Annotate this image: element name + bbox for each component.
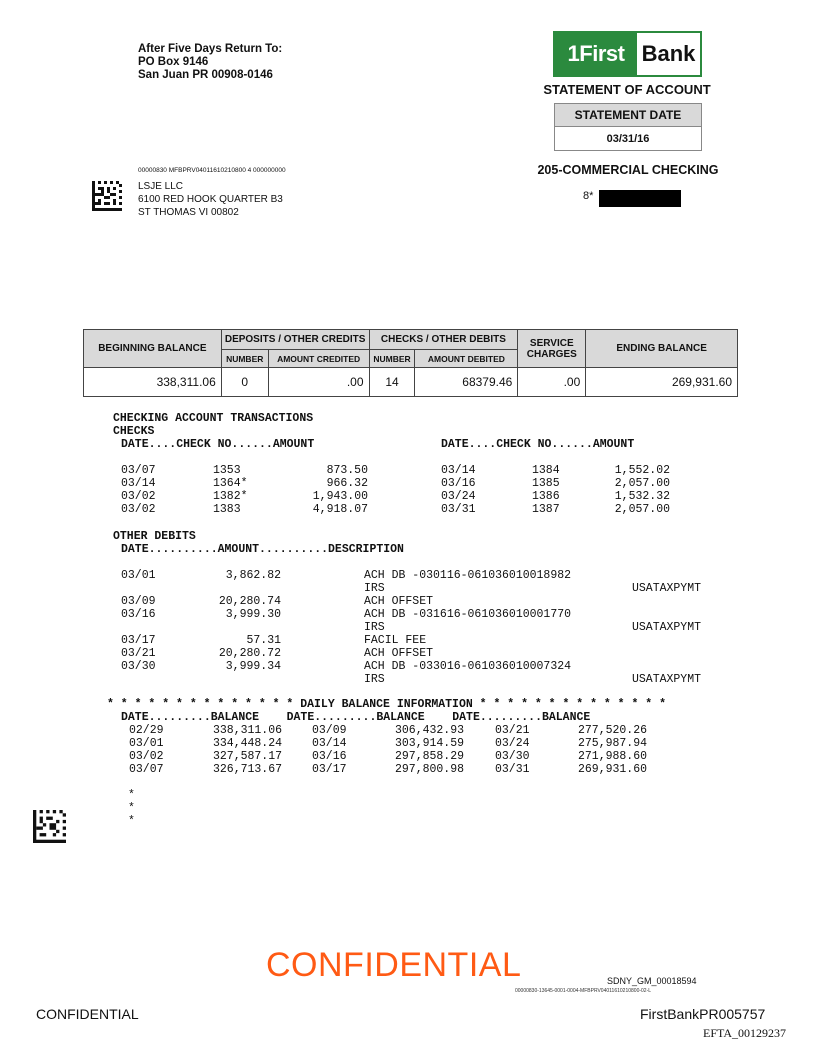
daily-date: 03/09: [312, 724, 347, 737]
daily-balance: 334,448.24: [212, 737, 282, 750]
check-number-value: 14: [369, 368, 415, 397]
check-amount: 4,918.07: [312, 503, 368, 516]
debit-date: 03/17: [121, 634, 156, 647]
statement-date-label: STATEMENT DATE: [555, 104, 701, 127]
debit-description: ACH DB -030116-061036010018982: [364, 569, 572, 582]
daily-balance: 303,914.59: [394, 737, 464, 750]
deposit-amount-value: .00: [268, 368, 369, 397]
account-number-prefix: 8*: [583, 190, 594, 202]
daily-date: 03/31: [495, 763, 530, 776]
debit-date: 03/16: [121, 608, 156, 621]
daily-balance: 306,432.93: [394, 724, 464, 737]
return-address-line2: PO Box 9146: [138, 56, 209, 68]
beginning-balance-value: 338,311.06: [84, 368, 222, 397]
return-address-line3: San Juan PR 00908-0146: [138, 69, 273, 81]
debit-date: 03/21: [121, 647, 156, 660]
return-address: [138, 43, 282, 82]
debit-description: ACH DB -033016-061036010007324: [364, 660, 572, 673]
daily-date: 03/21: [495, 724, 530, 737]
redaction-bar: [599, 190, 681, 207]
deposit-number-header: NUMBER: [221, 350, 268, 368]
check-number: 1387: [532, 503, 560, 516]
debit-amount: 20,280.74: [218, 595, 281, 608]
check-amount: 2,057.00: [614, 477, 670, 490]
amount-debited-header: AMOUNT DEBITED: [415, 350, 518, 368]
logo-bank: Bank: [641, 41, 696, 66]
daily-date: 02/29: [129, 724, 164, 737]
daily-balance: 327,587.17: [212, 750, 282, 763]
customer-address: [138, 180, 283, 219]
daily-date: 03/24: [495, 737, 530, 750]
debit-amount: 3,999.34: [225, 660, 281, 673]
deposits-header: DEPOSITS / OTHER CREDITS: [221, 330, 369, 350]
daily-balance-header: DATE.........BALANCE DATE.........BALANCE DATE.........BALANCE: [121, 711, 591, 724]
check-number: 1386: [532, 490, 560, 503]
debit-date: 03/09: [121, 595, 156, 608]
service-charges-header: SERVICE CHARGES: [518, 330, 586, 368]
check-number: 1382*: [213, 490, 248, 503]
bates-number: FirstBankPR005757: [640, 1006, 766, 1022]
check-amount-value: 68379.46: [415, 368, 518, 397]
transactions-title: CHECKING ACCOUNT TRANSACTIONS: [113, 412, 314, 425]
check-amount: 1,532.32: [614, 490, 670, 503]
service-charges-value: .00: [518, 368, 586, 397]
debit-description-code: USATAXPYMT: [631, 621, 701, 634]
check-amount: 2,057.00: [614, 503, 670, 516]
debit-amount: 3,999.30: [225, 608, 281, 621]
account-summary-table: [83, 329, 738, 397]
check-amount: 1,943.00: [312, 490, 368, 503]
check-date: 03/02: [121, 503, 156, 516]
debit-description: FACIL FEE: [364, 634, 427, 647]
daily-balance: 275,987.94: [577, 737, 647, 750]
daily-balance: 338,311.06: [212, 724, 282, 737]
checks-header-right: DATE....CHECK NO......AMOUNT: [441, 438, 635, 451]
daily-balance: 297,858.29: [394, 750, 464, 763]
qr-code-icon: [33, 810, 66, 843]
check-number-header: NUMBER: [369, 350, 415, 368]
ending-balance-header: ENDING BALANCE: [586, 330, 738, 368]
statement-title: STATEMENT OF ACCOUNT: [543, 82, 711, 97]
check-number: 1384: [532, 464, 560, 477]
daily-balance: 269,931.60: [577, 763, 647, 776]
daily-date: 03/30: [495, 750, 530, 763]
daily-balance: 297,800.98: [394, 763, 464, 776]
daily-balance-banner: * * * * * * * * * * * * * * DAILY BALANCE INFORMATION * * * * * * * * * * * * * *: [107, 698, 666, 711]
document-tracking-code: 00000830-13645-0001-0004-MFBPRV04011610210800-02-L: [515, 988, 652, 994]
checks-title: CHECKS: [113, 425, 155, 438]
check-date: 03/31: [441, 503, 476, 516]
qr-code-icon: [92, 181, 122, 211]
ending-balance-value: 269,931.60: [586, 368, 738, 397]
debit-date: 03/01: [121, 569, 156, 582]
account-type: 205-COMMERCIAL CHECKING: [537, 163, 719, 177]
confidential-label: CONFIDENTIAL: [36, 1006, 139, 1022]
mail-code: 00000830 MFBPRV04011610210800 4 000000000: [138, 167, 286, 174]
return-address-line1: After Five Days Return To:: [138, 43, 283, 55]
check-amount: 1,552.02: [614, 464, 670, 477]
deposit-number-value: 0: [221, 368, 268, 397]
beginning-balance-header: BEGINNING BALANCE: [84, 330, 222, 368]
debit-amount: 20,280.72: [218, 647, 281, 660]
firstbank-logo: [553, 31, 702, 77]
check-number: 1364*: [213, 477, 248, 490]
customer-address-line2: ST THOMAS VI 00802: [138, 207, 239, 218]
daily-balance: 271,988.60: [577, 750, 647, 763]
check-number: 1385: [532, 477, 560, 490]
sdny-number: SDNY_GM_00018594: [607, 976, 697, 986]
debit-amount: 3,862.82: [225, 569, 281, 582]
daily-date: 03/16: [312, 750, 347, 763]
daily-date: 03/14: [312, 737, 347, 750]
customer-address-line1: 6100 RED HOOK QUARTER B3: [138, 194, 283, 205]
daily-date: 03/07: [129, 763, 164, 776]
statement-date-box: [554, 103, 702, 151]
other-debits-header: DATE..........AMOUNT..........DESCRIPTION: [121, 543, 404, 556]
check-number: 1353: [213, 464, 241, 477]
end-star: *: [128, 815, 135, 828]
daily-balance: 326,713.67: [212, 763, 282, 776]
check-number: 1383: [213, 503, 241, 516]
debit-description: ACH DB -031616-061036010001770: [364, 608, 572, 621]
debit-description: IRS: [364, 621, 385, 634]
debit-description-code: USATAXPYMT: [631, 582, 701, 595]
debit-date: 03/30: [121, 660, 156, 673]
check-date: 03/07: [121, 464, 156, 477]
efta-number: EFTA_00129237: [703, 1026, 787, 1040]
confidential-stamp: CONFIDENTIAL: [266, 946, 522, 984]
check-amount: 966.32: [326, 477, 368, 490]
checks-header-left: DATE....CHECK NO......AMOUNT: [121, 438, 315, 451]
check-date: 03/24: [441, 490, 476, 503]
logo-first: 1First: [555, 33, 637, 75]
daily-balance: 277,520.26: [577, 724, 647, 737]
debit-description-code: USATAXPYMT: [631, 673, 701, 686]
debit-description: ACH OFFSET: [364, 647, 434, 660]
daily-date: 03/17: [312, 763, 347, 776]
check-date: 03/02: [121, 490, 156, 503]
amount-credited-header: AMOUNT CREDITED: [268, 350, 369, 368]
other-debits-title: OTHER DEBITS: [113, 530, 196, 543]
check-date: 03/16: [441, 477, 476, 490]
customer-name: LSJE LLC: [138, 181, 184, 192]
statement-date-value: 03/31/16: [606, 132, 650, 145]
end-star: *: [128, 802, 135, 815]
daily-date: 03/02: [129, 750, 164, 763]
checks-header: CHECKS / OTHER DEBITS: [369, 330, 518, 350]
check-date: 03/14: [121, 477, 156, 490]
check-date: 03/14: [441, 464, 476, 477]
debit-description: IRS: [364, 582, 385, 595]
debit-description: ACH OFFSET: [364, 595, 434, 608]
daily-date: 03/01: [129, 737, 164, 750]
end-star: *: [128, 789, 135, 802]
check-amount: 873.50: [326, 464, 368, 477]
debit-amount: 57.31: [246, 634, 281, 647]
debit-description: IRS: [364, 673, 385, 686]
